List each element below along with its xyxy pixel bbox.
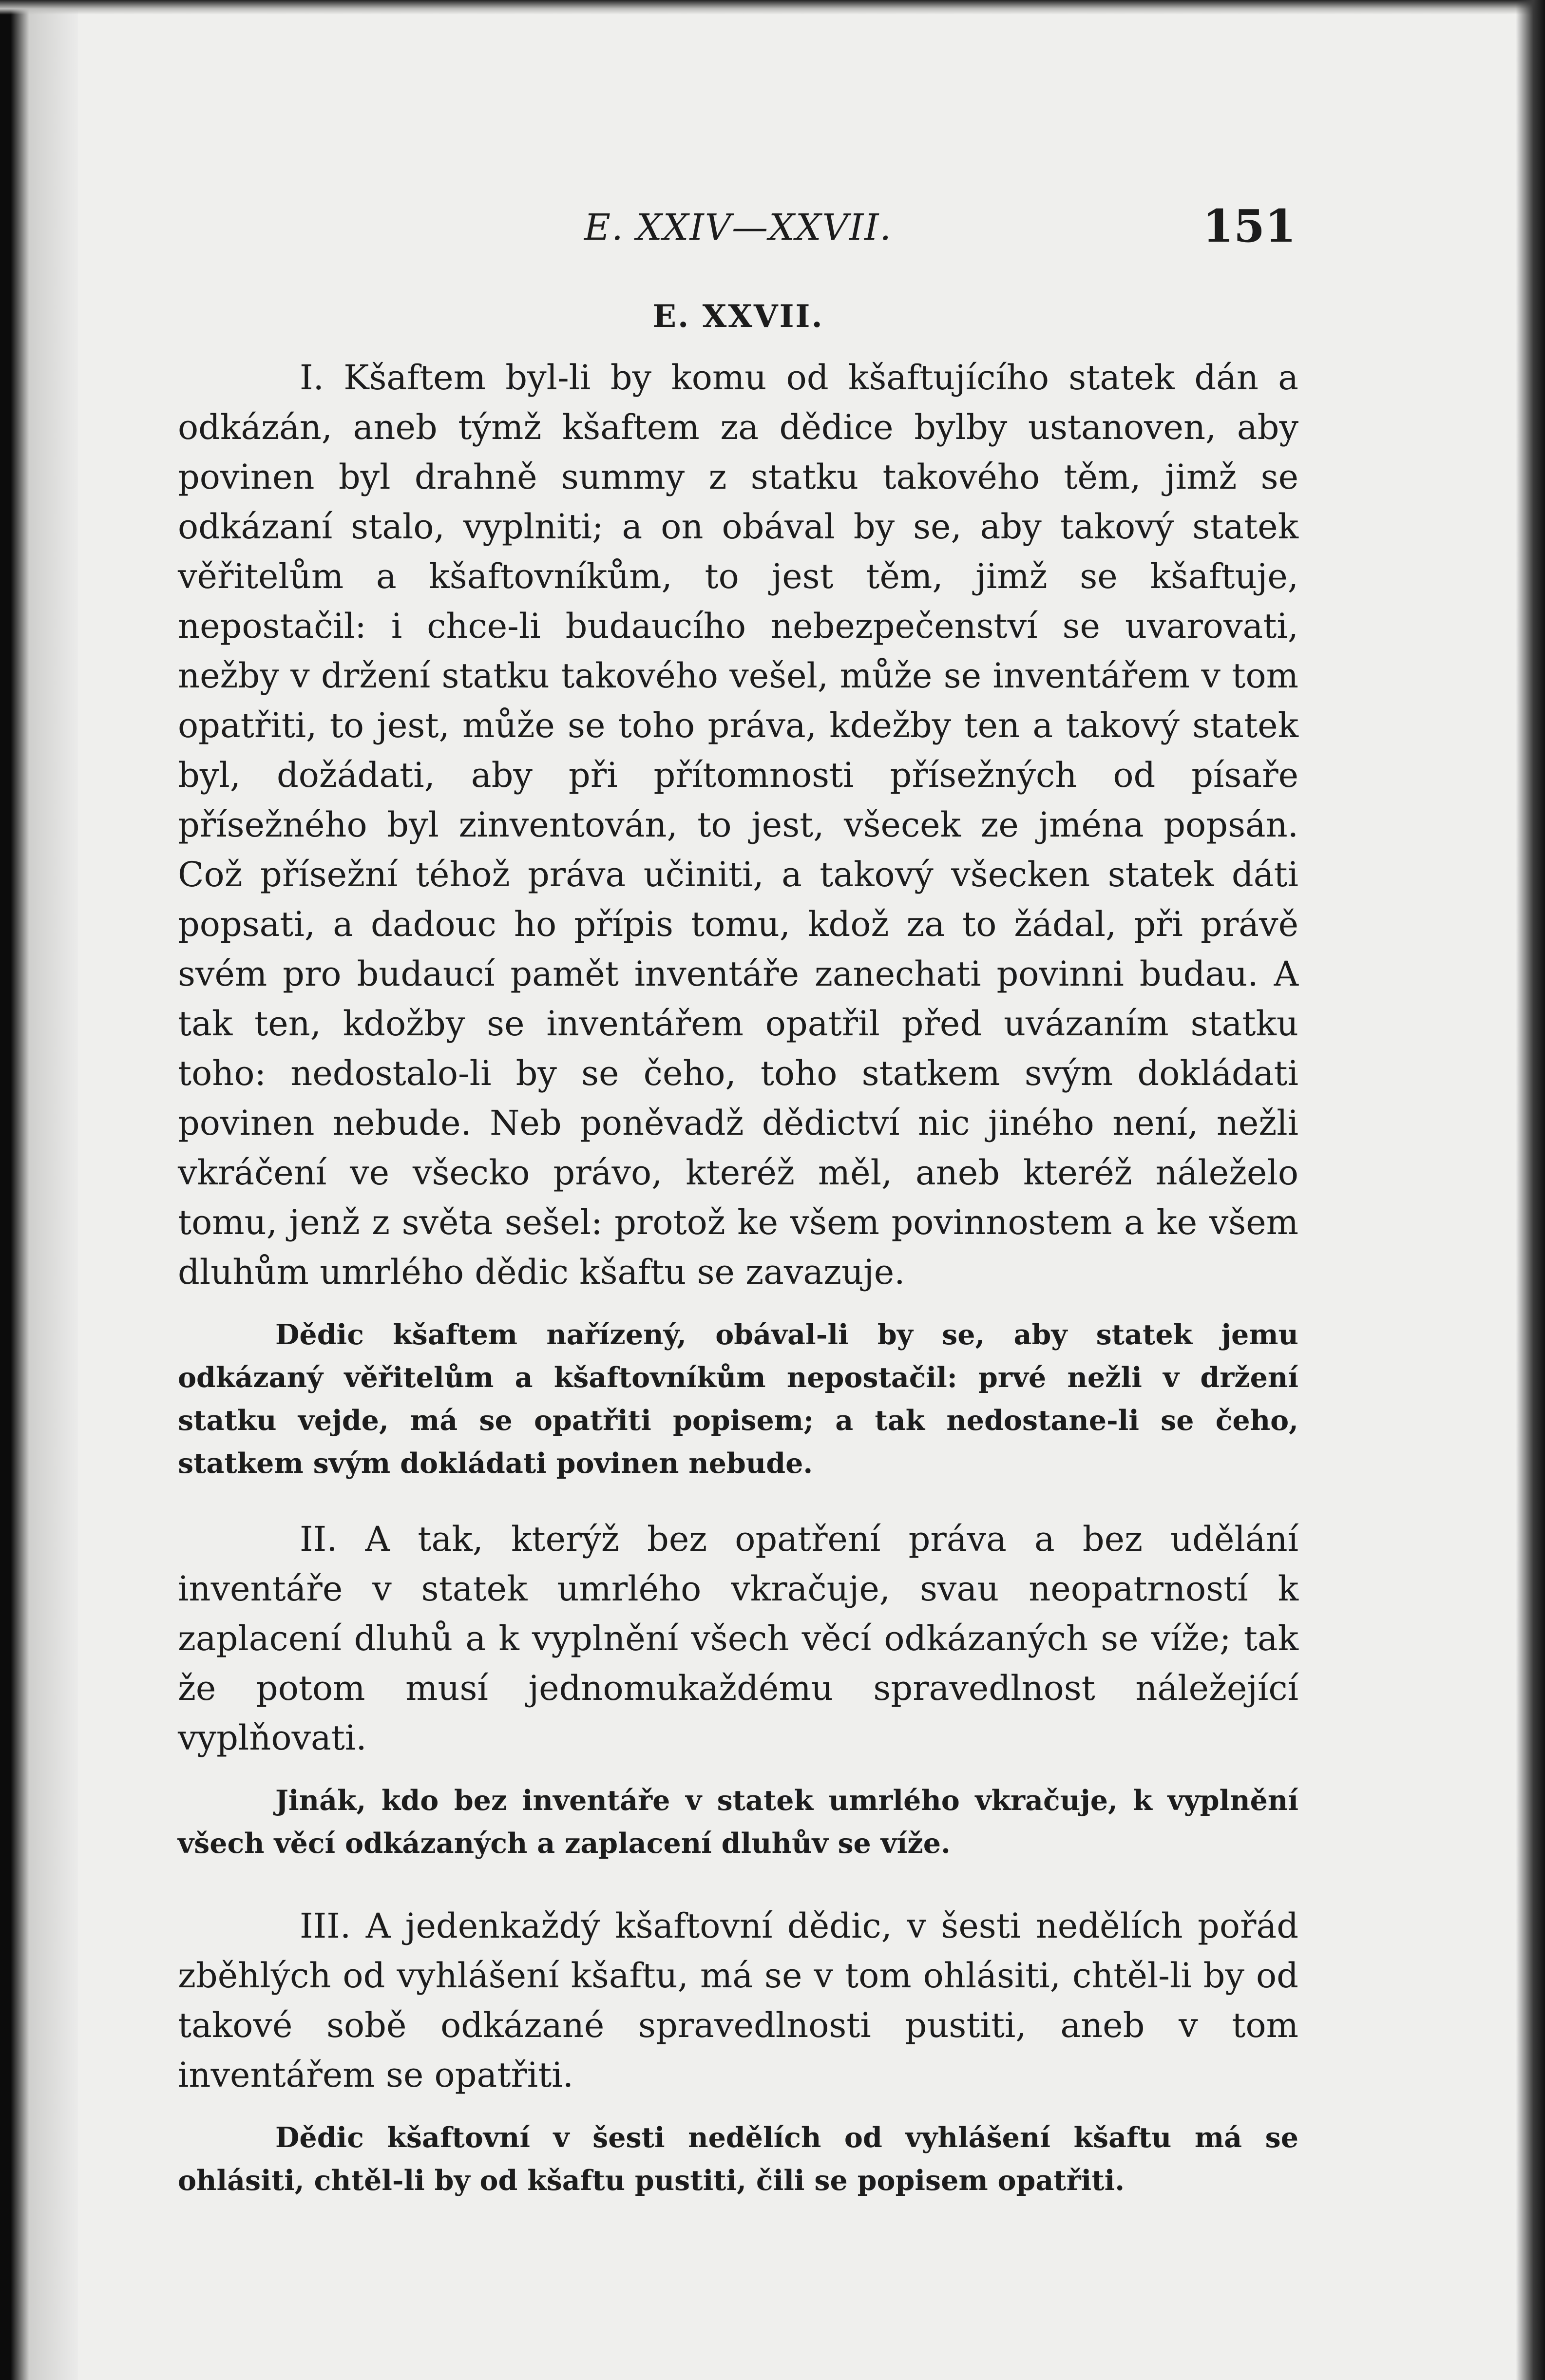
paragraph-3-summary: Dědic kšaftovní v šesti nedělích od vyhlášení kšaftu má se ohlásiti, chtěl-li by od kšaftu pustiti, čili se popisem opatřiti. [178, 2121, 1298, 2197]
paragraph-2-summary: Jinák, kdo bez inventáře v statek umrlého vkračuje, k vyplnění všech věcí odkázaných a zaplacení dluhův se víže. [178, 1784, 1298, 1860]
page-body [178, 297, 1298, 2202]
page-top-edge [0, 0, 1545, 15]
paragraph-2-text: II. A tak, kterýž bez opatření práva a bez udělání inventáře v statek umrlého vkračuje, svau neopatrností k zaplacení dluhů a k vyplnění všech věcí odkázaných se víže; tak že potom musí jednomukaždému spravedlnost náležející vyplňovati. [178, 1519, 1298, 1758]
paragraph-1-summary: Dědic kšaftem nařízený, obával-li by se, aby statek jemu odkázaný věřitelům a kšaftovníkům nepostačil: prvé nežli v držení statku vejde, má se opatřiti popisem; a tak nedostane-li se čeho, statkem svým dokládati povinen nebude. [178, 1318, 1298, 1480]
page-binding-shadow [0, 0, 78, 2380]
page-header [180, 200, 1296, 258]
page-number: 151 [1202, 200, 1296, 252]
paragraph-3-text: III. A jedenkaždý kšaftovní dědic, v šesti nedělích pořád zběhlých od vyhlášení kšaftu, má se v tom ohlásiti, chtěl-li by od takové sobě odkázané spravedlnosti pustiti, aneb v tom inventářem se opatřiti. [178, 1906, 1298, 2095]
page-right-edge [1516, 0, 1545, 2380]
running-head: E. XXIV—XXVII. [584, 207, 892, 248]
paragraph-1-text: I. Kšaftem byl-li by komu od kšaftujícího statek dán a odkázán, aneb týmž kšaftem za dědice bylby ustanoven, aby povinen byl drahně summy z statku takového těm, jimž se odkázaní stalo, vyplniti; a on obával by se, aby takový statek věřitelům a kšaftovníkům, to jest těm, jimž se kšaftuje, nepostačil: i chce-li budaucího nebezpečenství se uvarovati, nežby v držení statku takového vešel, může se inventářem v tom opatřiti, to jest, může se toho práva, kdežby ten a takový statek byl, dožádati, aby při přítomnosti přísežných od písaře přísežného byl zinventován, to jest, všecek ze jména popsán. Což přísežní téhož práva učiniti, a takový všecken statek dáti popsati, a dadouc ho přípis tomu, kdož za to žádal, při právě svém pro budaucí pamět inventáře zanechati povinni budau. A tak ten, kdožby se inventářem opatřil před uvázaním statku toho: nedostalo-li by se čeho, toho statkem svým dokládati povinen nebude. Neb poněvadž dědictví nic jiného není, nežli vkráčení ve všecko právo, kteréž měl, aneb kteréž náleželo tomu, jenž z světa sešel: protož ke všem povinnostem a ke všem dluhům umrlého dědic kšaftu se zavazuje. [178, 358, 1298, 1292]
section-title: E. XXVII. [652, 298, 824, 335]
